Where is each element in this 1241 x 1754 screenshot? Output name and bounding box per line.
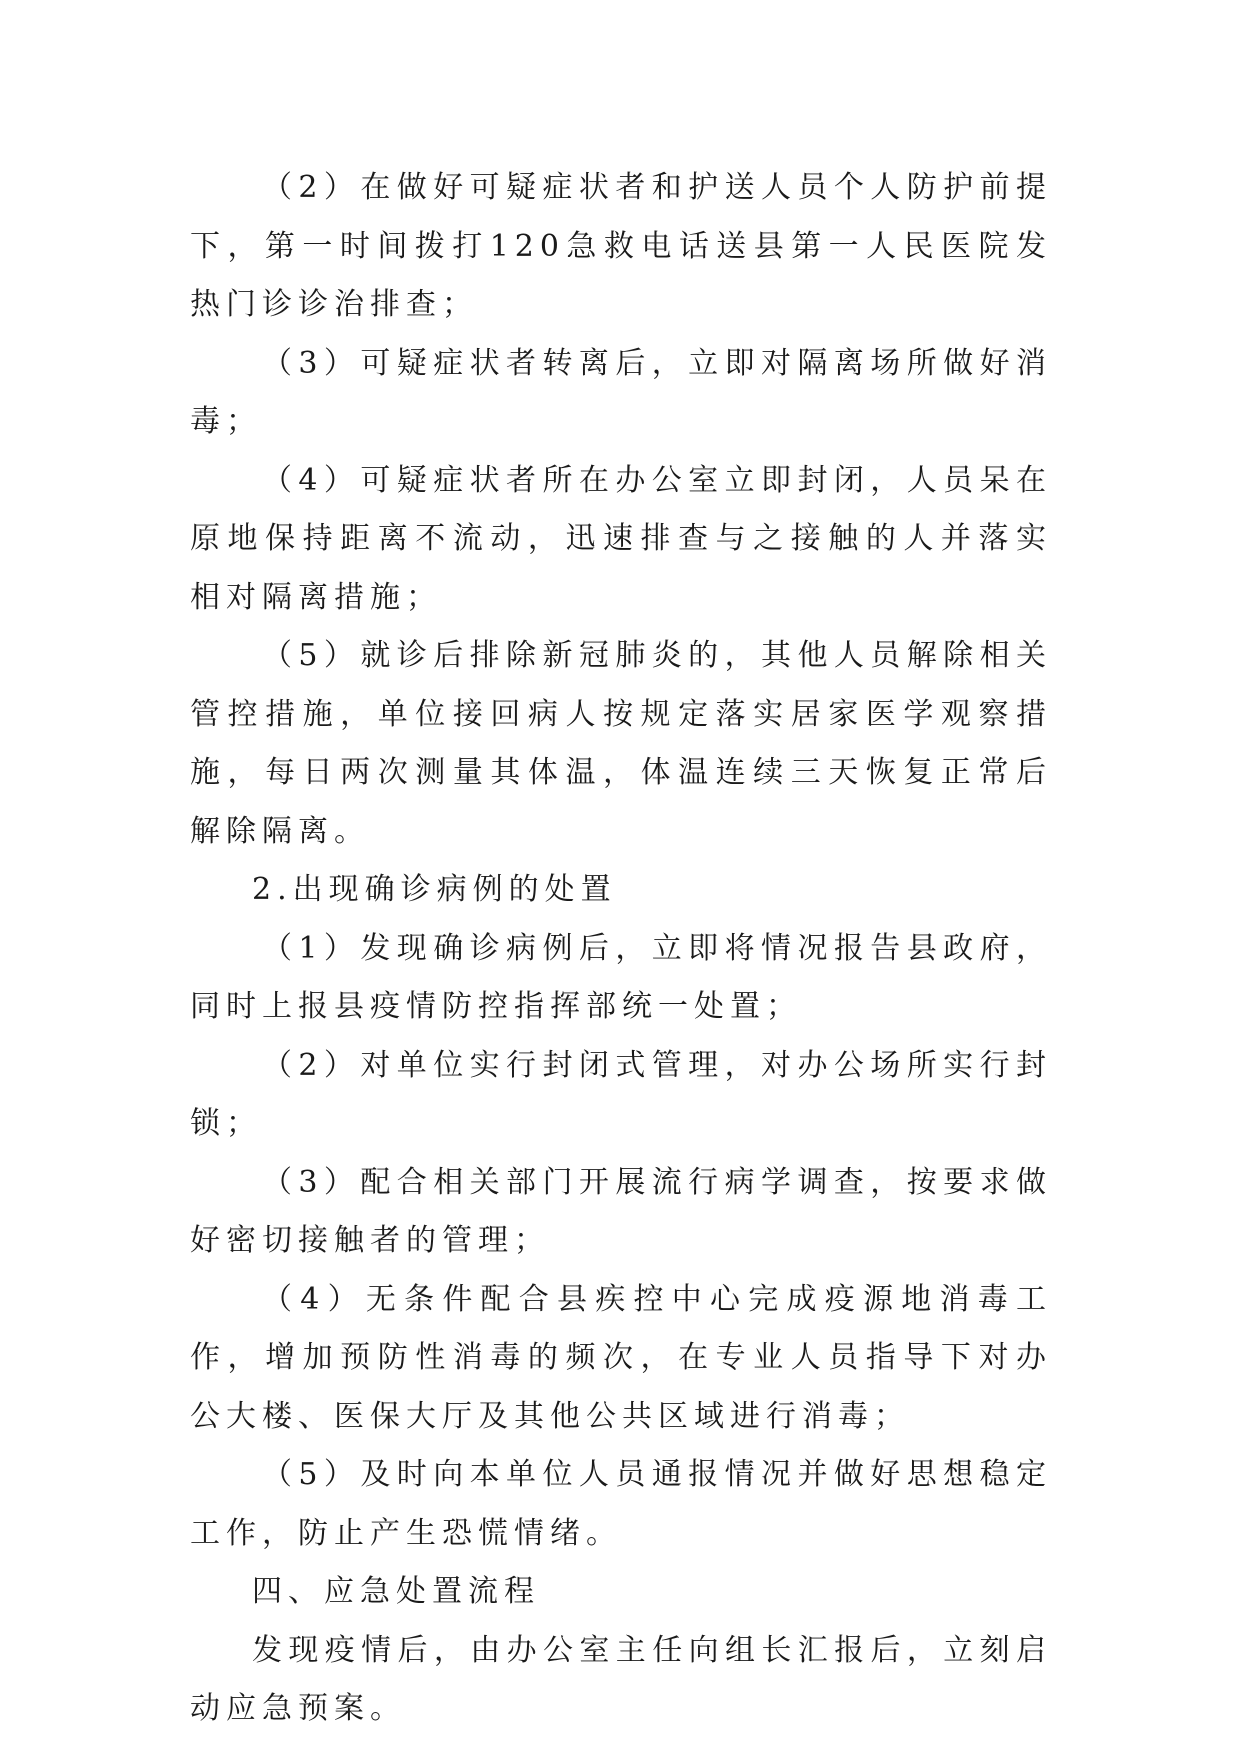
paragraph-confirmed-3-investigation: （3）配合相关部门开展流行病学调查，按要求做好密切接触者的管理；	[190, 1164, 1052, 1258]
paragraph-emergency-process: 发现疫情后，由办公室主任向组长汇报后，立刻启动应急预案。	[190, 1632, 1052, 1726]
paragraph-confirmed-5-notify: （5）及时向本单位人员通报情况并做好思想稳定工作，防止产生恐慌情绪。	[190, 1457, 1052, 1551]
section-heading-emergency-process: 四、应急处置流程	[252, 1574, 540, 1609]
document-body	[190, 159, 1052, 1739]
paragraph-item-5-release: （5）就诊后排除新冠肺炎的，其他人员解除相关管控措施，单位接回病人按规定落实居家医学观察措施，每日两次测量其体温，体温连续三天恢复正常后解除隔离。	[190, 638, 1052, 849]
paragraph-item-3-disinfect: （3）可疑症状者转离后，立即对隔离场所做好消毒；	[190, 345, 1052, 439]
section-heading-confirmed-case: 2.出现确诊病例的处置	[252, 872, 617, 907]
paragraph-item-4-seal-office: （4）可疑症状者所在办公室立即封闭，人员呆在原地保持距离不流动，迅速排查与之接触的人并落实相对隔离措施；	[190, 462, 1052, 615]
paragraph-confirmed-2-lockdown: （2）对单位实行封闭式管理，对办公场所实行封锁；	[190, 1047, 1052, 1141]
paragraph-confirmed-1-report: （1）发现确诊病例后，立即将情况报告县政府，同时上报县疫情防控指挥部统一处置；	[190, 930, 1052, 1024]
paragraph-confirmed-4-disinfection: （4）无条件配合县疾控中心完成疫源地消毒工作，增加预防性消毒的频次，在专业人员指导下对办公大楼、医保大厅及其他公共区域进行消毒；	[190, 1281, 1052, 1434]
paragraph-item-2-transfer: （2）在做好可疑症状者和护送人员个人防护前提下，第一时间拨打120急救电话送县第一人民医院发热门诊诊治排查；	[190, 170, 1052, 322]
